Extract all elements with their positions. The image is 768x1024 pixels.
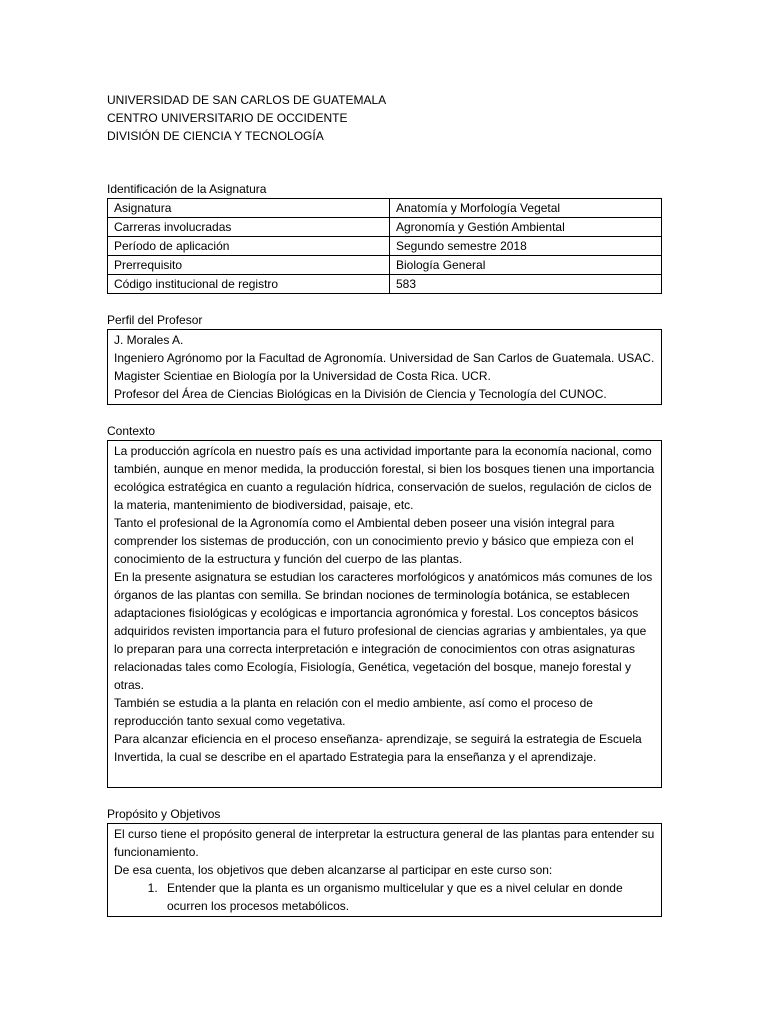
professor-profile-box (107, 329, 662, 405)
list-item: 1. Entender que la planta es un organismo multicelular y que es a nivel celular en donde ocurren los procesos metabólicos. (161, 879, 655, 915)
purpose-title: Propósito y Objetivos (107, 807, 221, 821)
document-page (107, 91, 662, 917)
context-paragraph: Tanto el profesional de la Agronomía como el Ambiental deben poseer una visión integral para comprender los sistemas de producción, con un conocimiento previo y básico que empieza con el conocimiento de la estructura y función del cuerpo de las plantas. (114, 516, 634, 566)
row-value: Anatomía y Morfología Vegetal (390, 199, 662, 218)
profile-line: Magister Scientiae en Biología por la Universidad de Costa Rica. UCR. (114, 369, 491, 383)
identification-table (107, 198, 662, 294)
table-row (108, 218, 662, 237)
context-paragraph: También se estudia a la planta en relación con el medio ambiente, así como el proceso de reproducción tanto sexual como vegetativa. (114, 696, 593, 728)
row-label: Período de aplicación (108, 237, 390, 256)
institution-header (107, 91, 662, 145)
row-label: Carreras involucradas (108, 218, 390, 237)
professor-profile-title: Perfil del Profesor (107, 313, 203, 327)
row-label: Código institucional de registro (108, 275, 390, 294)
profile-line: Ingeniero Agrónomo por la Facultad de Agronomía. Universidad de San Carlos de Guatemala. USAC. (114, 351, 655, 365)
profile-line: J. Morales A. (114, 333, 184, 347)
context-box (107, 440, 662, 788)
division-name: DIVISIÓN DE CIENCIA Y TECNOLOGÍA (107, 129, 324, 143)
row-label: Prerrequisito (108, 256, 390, 275)
objectives-list (114, 879, 655, 915)
row-value: 583 (390, 275, 662, 294)
table-row (108, 199, 662, 218)
profile-line: Profesor del Área de Ciencias Biológicas en la División de Ciencia y Tecnología del CUNOC. (114, 387, 607, 401)
table-row (108, 256, 662, 275)
row-value: Segundo semestre 2018 (390, 237, 662, 256)
row-value: Agronomía y Gestión Ambiental (390, 218, 662, 237)
purpose-paragraph: El curso tiene el propósito general de interpretar la estructura general de las plantas para entender su funcionamiento. (114, 827, 655, 859)
university-name: UNIVERSIDAD DE SAN CARLOS DE GUATEMALA (107, 93, 387, 107)
center-name: CENTRO UNIVERSITARIO DE OCCIDENTE (107, 111, 348, 125)
context-title: Contexto (107, 424, 156, 438)
identification-title: Identificación de la Asignatura (107, 182, 267, 196)
purpose-paragraph: De esa cuenta, los objetivos que deben alcanzarse al participar en este curso son: (114, 863, 553, 877)
row-value: Biología General (390, 256, 662, 275)
table-row (108, 275, 662, 294)
context-paragraph: En la presente asignatura se estudian los caracteres morfológicos y anatómicos más comunes de los órganos de las plantas con semilla. Se brindan nociones de terminología botánica, se establecen adaptaciones fisiológicas y ecológicas e importancia agronómica y forestal. Los conceptos básicos adquiridos revisten importancia para el futuro profesional de ciencias agrarias y ambientales, ya que lo preparan para una correcta interpretación e integración de conocimientos con otras asignaturas relacionadas tales como Ecología, Fisiología, Genética, vegetación del bosque, manejo forestal y otras. (114, 570, 653, 692)
context-paragraph: La producción agrícola en nuestro país es una actividad importante para la economía nacional, como también, aunque en menor medida, la producción forestal, si bien los bosques tienen una importancia ecológica estratégica en cuanto a regulación hídrica, conservación de suelos, regulación de ciclos de la materia, mantenimiento de biodiversidad, paisaje, etc. (114, 444, 655, 512)
table-row (108, 237, 662, 256)
row-label: Asignatura (108, 199, 390, 218)
purpose-box (107, 823, 662, 917)
context-paragraph: Para alcanzar eficiencia en el proceso enseñanza- aprendizaje, se seguirá la estrategia de Escuela Invertida, la cual se describe en el apartado Estrategia para la enseñanza y el aprendizaje. (114, 732, 642, 764)
